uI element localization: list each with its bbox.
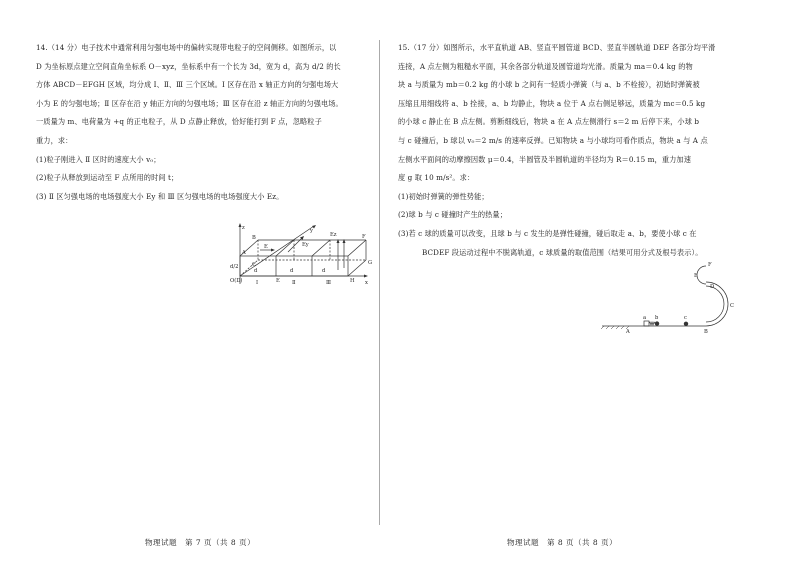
problem-15-line-8: 度 g 取 10 m/s²。求： xyxy=(398,173,475,183)
exam-page-7 xyxy=(0,0,390,579)
region-2-label: Ⅱ xyxy=(292,280,296,286)
point-c-label: C xyxy=(730,303,734,309)
vertex-a-label: A xyxy=(242,250,246,256)
problem-15-question-1: (1)初始时弹簧的弹性势能； xyxy=(398,191,489,201)
page-divider xyxy=(379,40,380,525)
problem-14-question-3: (3) Ⅱ 区匀强电场的电场强度大小 Ey 和 Ⅲ 区匀强电场的电场强度大小 Ez。 xyxy=(36,191,284,201)
origin-label: O(D) xyxy=(230,278,243,284)
point-d-label: D xyxy=(710,284,715,290)
dimension-d-1: d xyxy=(254,268,258,274)
ball-c-label: c xyxy=(684,315,687,321)
vertex-g-label: G xyxy=(368,260,372,266)
dimension-half-d: d/2 xyxy=(230,264,239,270)
dimension-d-2: d xyxy=(290,268,294,274)
region-1-label: Ⅰ xyxy=(256,280,259,286)
point-e-label: E xyxy=(694,273,698,279)
problem-14-question-1: (1)粒子刚进入 Ⅱ 区时的速度大小 v₀； xyxy=(36,154,161,164)
problem-14-line-5: 一质量为 m、电荷量为 +q 的正电粒子，从 D 点静止释放，恰好能打到 F 点，忽略粒子 xyxy=(36,117,322,127)
dimension-d-3: d xyxy=(322,268,326,274)
vertex-e-label: E xyxy=(276,278,280,284)
problem-15-question-3-cont: BCDEF 段运动过程中不脱离轨道，c 球质量的取值范围（结果可用分式及根号表示）。 xyxy=(422,247,703,257)
vertex-c-label: C xyxy=(252,262,256,268)
region-3-label: Ⅲ xyxy=(326,280,332,286)
footer-page-8: 物理试题 第 8 页（共 8 页） xyxy=(507,538,618,547)
problem-14-line-1: 14.（14 分）电子技术中通常利用匀强电场中的偏转实现带电粒子的空间侧移。如图所示，以 xyxy=(36,43,337,52)
problem-14 xyxy=(36,39,371,206)
vertex-h-label: H xyxy=(350,278,355,284)
point-a-label: A xyxy=(626,329,630,335)
problem-14-question-2: (2)粒子从释放到运动至 F 点所用的时间 t； xyxy=(36,173,179,183)
ball-b-label: b xyxy=(655,315,659,321)
block-a-label: a xyxy=(643,315,647,321)
track-figure xyxy=(596,262,736,342)
point-f-label: F xyxy=(708,262,712,268)
problem-15-question-2: (2)球 b 与 c 碰撞时产生的热量； xyxy=(398,210,508,220)
problem-15-line-3: 块 a 与质量为 mb＝0.2 kg 的小球 b 之间有一轻质小弹簧（与 a、b 不栓接），初始时弹簧被 xyxy=(398,80,700,90)
problem-15-line-2: 连接，A 点左侧为粗糙水平面，其余各部分轨道及圆管道均光滑。质量为 ma＝0.4 kg 的物 xyxy=(398,61,693,71)
vertex-b-label: B xyxy=(252,235,256,241)
problem-15-line-1: 15.（17 分）如图所示，水平直轨道 AB、竖直平圆管道 BCD、竖直半圆轨道 DEF 各部分均平滑 xyxy=(398,43,716,52)
field-ey-label: Ey xyxy=(302,242,309,248)
problem-14-line-6: 重力，求： xyxy=(36,135,73,145)
problem-15 xyxy=(398,39,758,262)
field-ex-label: E xyxy=(264,244,268,250)
problem-14-line-2: D 为坐标原点建立空间直角坐标系 O－xyz，坐标系中有一个长为 3d，宽为 d，高为 d/2 的长 xyxy=(36,61,341,71)
axis-z-label: z xyxy=(242,225,245,231)
field-ez-label: Ez xyxy=(330,232,337,238)
problem-15-line-4: 压缩且用细线将 a、b 拴接，a、b 均静止，物块 a 位于 A 点右侧足够远，质量为 mc＝0.5 kg xyxy=(398,98,706,108)
cuboid-field-figure xyxy=(222,222,372,290)
axis-x-label: x xyxy=(365,280,368,286)
point-b-label: B xyxy=(704,329,708,335)
problem-15-line-6: 与 c 碰撞后，b 球以 v₀＝2 m/s 的速率反弹。已知物块 a 与小球均可看作质点，物块 a 与 A 点 xyxy=(398,135,708,145)
problem-14-line-4: 小为 E 的匀强电场；Ⅱ 区存在沿 y 轴正方向的匀强电场；Ⅲ 区存在沿 z 轴正方向的匀强电场。 xyxy=(36,98,343,108)
problem-14-line-3: 方体 ABCD－EFGH 区域，均分成 Ⅰ、Ⅱ、Ⅲ 三个区域。Ⅰ 区存在沿 x 轴正方向的匀强电场大 xyxy=(36,80,339,90)
problem-15-line-7: 左侧水平面间的动摩擦因数 μ＝0.4，半圆管及半圆轨道的半径均为 R＝0.15 m，重力加速 xyxy=(398,154,691,164)
problem-15-line-5: 的小球 c 静止在 B 点左侧。剪断细线后，物块 a 在 A 点左侧滑行 s＝2 m 后停下来，小球 b xyxy=(398,117,700,127)
axis-y-label: y xyxy=(310,228,313,234)
problem-15-question-3: (3)若 c 球的质量可以改变，且球 b 与 c 发生的是弹性碰撞，碰后取走 a、b，要使小球 c 在 xyxy=(398,228,697,238)
footer-page-7: 物理试题 第 7 页（共 8 页） xyxy=(145,538,256,547)
vertex-f-label: F xyxy=(362,234,366,240)
